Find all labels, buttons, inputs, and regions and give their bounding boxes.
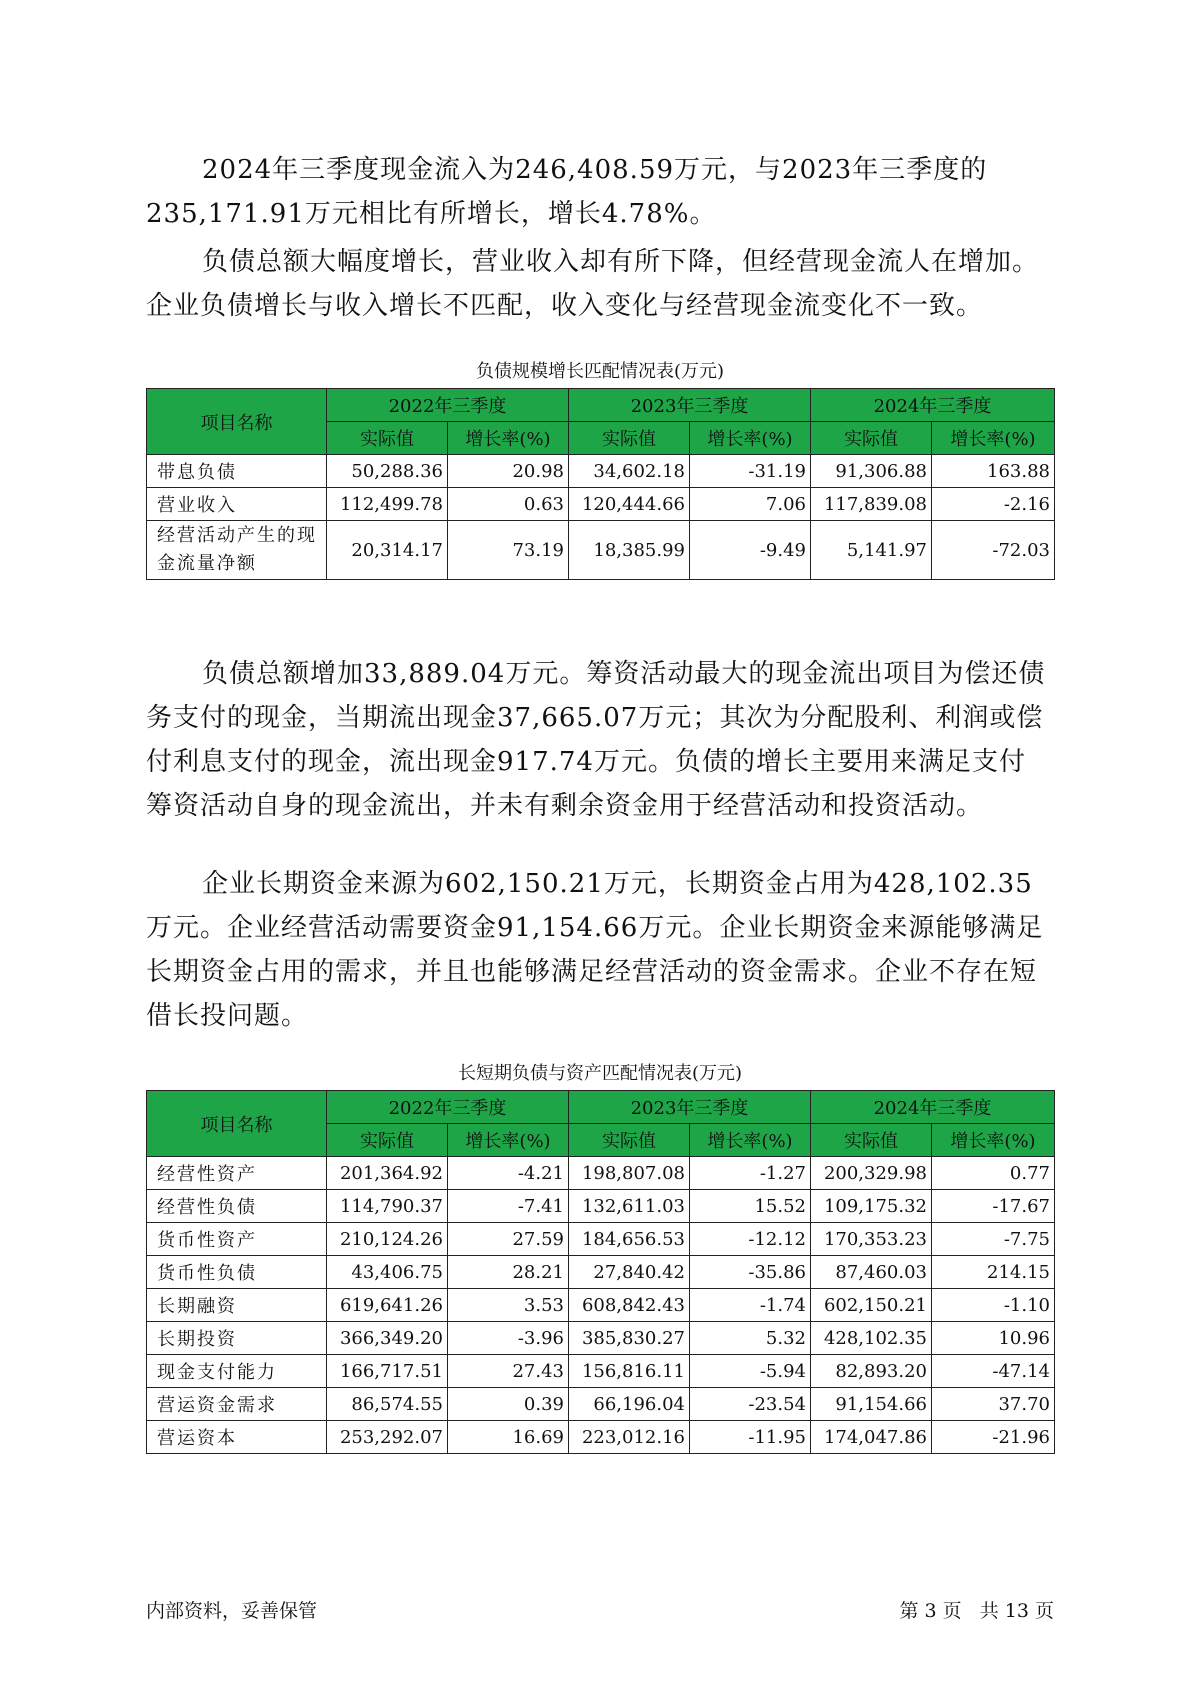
header-growth: 增长率(%) — [932, 422, 1055, 455]
cell-value: 0.39 — [448, 1388, 569, 1421]
cell-value: 366,349.20 — [327, 1322, 448, 1355]
cell-value: 27.59 — [448, 1223, 569, 1256]
header-growth: 增长率(%) — [690, 422, 811, 455]
cell-value: 43,406.75 — [327, 1256, 448, 1289]
header-actual: 实际值 — [569, 422, 690, 455]
table2-caption: 长短期负债与资产匹配情况表(万元) — [457, 1063, 743, 1084]
cell-value: -9.49 — [690, 521, 811, 580]
header-period-2022: 2022年三季度 — [327, 389, 569, 422]
cell-value: 28.21 — [448, 1256, 569, 1289]
row-label: 经营性资产 — [147, 1157, 327, 1190]
cell-value: 20,314.17 — [327, 521, 448, 580]
row-label: 经营活动产生的现金流量净额 — [147, 521, 327, 580]
cell-value: 5,141.97 — [811, 521, 932, 580]
row-label: 带息负债 — [147, 455, 327, 488]
header-period-2024: 2024年三季度 — [811, 389, 1055, 422]
paragraph-debt-growth: 负债总额大幅度增长，营业收入却有所下降，但经营现金流人在增加。企业负债增长与收入增长不匹配，收入变化与经营现金流变化不一致。 — [146, 247, 1040, 321]
table-row — [147, 1289, 1055, 1322]
cell-value: 112,499.78 — [327, 488, 448, 521]
cell-value: 0.63 — [448, 488, 569, 521]
cell-value: -11.95 — [690, 1421, 811, 1454]
header-period-2022: 2022年三季度 — [327, 1091, 569, 1124]
header-growth: 增长率(%) — [932, 1124, 1055, 1157]
header-growth: 增长率(%) — [448, 1124, 569, 1157]
cell-value: 132,611.03 — [569, 1190, 690, 1223]
cell-value: 66,196.04 — [569, 1388, 690, 1421]
cell-value: 27,840.42 — [569, 1256, 690, 1289]
paragraph-long-term-funds: 企业长期资金来源为602,150.21万元，长期资金占用为428,102.35万元。企业经营活动需要资金91,154.66万元。企业长期资金来源能够满足长期资金占用的需求，并且也能够满足经营活动的资金需求。企业不存在短借长投问题。 — [146, 869, 1044, 1031]
cell-value: -5.94 — [690, 1355, 811, 1388]
cell-value: 10.96 — [932, 1322, 1055, 1355]
row-label: 长期融资 — [147, 1289, 327, 1322]
cell-value: 91,306.88 — [811, 455, 932, 488]
cell-value: 114,790.37 — [327, 1190, 448, 1223]
cell-value: 0.77 — [932, 1157, 1055, 1190]
cell-value: 428,102.35 — [811, 1322, 932, 1355]
cell-value: 602,150.21 — [811, 1289, 932, 1322]
cell-value: -2.16 — [932, 488, 1055, 521]
row-label: 营运资本 — [147, 1421, 327, 1454]
cell-value: 166,717.51 — [327, 1355, 448, 1388]
table-row — [147, 1421, 1055, 1454]
header-growth: 增长率(%) — [448, 422, 569, 455]
cell-value: 608,842.43 — [569, 1289, 690, 1322]
table-row — [147, 1157, 1055, 1190]
cell-value: 210,124.26 — [327, 1223, 448, 1256]
cell-value: -1.74 — [690, 1289, 811, 1322]
cell-value: -17.67 — [932, 1190, 1055, 1223]
cell-value: -12.12 — [690, 1223, 811, 1256]
cell-value: 170,353.23 — [811, 1223, 932, 1256]
cell-value: 16.69 — [448, 1421, 569, 1454]
table-row — [147, 1223, 1055, 1256]
cell-value: -35.86 — [690, 1256, 811, 1289]
cell-value: 82,893.20 — [811, 1355, 932, 1388]
header-period-2023: 2023年三季度 — [569, 1091, 811, 1124]
cell-value: 109,175.32 — [811, 1190, 932, 1223]
cell-value: -47.14 — [932, 1355, 1055, 1388]
footer-page-number: 第 3 页 共 13 页 — [899, 1600, 1054, 1622]
cell-value: 20.98 — [448, 455, 569, 488]
cell-value: 73.19 — [448, 521, 569, 580]
paragraph-debt-increase: 负债总额增加33,889.04万元。筹资活动最大的现金流出项目为偿还债务支付的现金，当期流出现金37,665.07万元；其次为分配股利、利润或偿付利息支付的现金，流出现金917.74万元。负债的增长主要用来满足支付筹资活动自身的现金流出，并未有剩余资金用于经营活动和投资活动。 — [146, 659, 1046, 821]
table-row — [147, 488, 1055, 521]
cell-value: 156,816.11 — [569, 1355, 690, 1388]
cell-value: 253,292.07 — [327, 1421, 448, 1454]
row-label: 货币性资产 — [147, 1223, 327, 1256]
cell-value: -4.21 — [448, 1157, 569, 1190]
cell-value: -31.19 — [690, 455, 811, 488]
table-row — [147, 521, 1055, 580]
header-actual: 实际值 — [569, 1124, 690, 1157]
cell-value: 201,364.92 — [327, 1157, 448, 1190]
paragraph-cash-inflow: 2024年三季度现金流入为246,408.59万元，与2023年三季度的235,171.91万元相比有所增长，增长4.78%。 — [146, 155, 988, 229]
debt-scale-table — [146, 388, 1055, 580]
header-item-name: 项目名称 — [147, 389, 327, 455]
cell-value: -1.10 — [932, 1289, 1055, 1322]
row-label: 营运资金需求 — [147, 1388, 327, 1421]
cell-value: 5.32 — [690, 1322, 811, 1355]
header-growth: 增长率(%) — [690, 1124, 811, 1157]
header-period-2023: 2023年三季度 — [569, 389, 811, 422]
table-row — [147, 1388, 1055, 1421]
header-period-2024: 2024年三季度 — [811, 1091, 1055, 1124]
table-row — [147, 1322, 1055, 1355]
cell-value: -7.75 — [932, 1223, 1055, 1256]
footer-confidential: 内部资料，妥善保管 — [146, 1600, 318, 1622]
row-label: 长期投资 — [147, 1322, 327, 1355]
table-row — [147, 1355, 1055, 1388]
cell-value: 184,656.53 — [569, 1223, 690, 1256]
cell-value: 34,602.18 — [569, 455, 690, 488]
cell-value: 120,444.66 — [569, 488, 690, 521]
cell-value: 198,807.08 — [569, 1157, 690, 1190]
cell-value: 27.43 — [448, 1355, 569, 1388]
cell-value: 7.06 — [690, 488, 811, 521]
cell-value: 3.53 — [448, 1289, 569, 1322]
row-label: 营业收入 — [147, 488, 327, 521]
cell-value: -72.03 — [932, 521, 1055, 580]
cell-value: 15.52 — [690, 1190, 811, 1223]
cell-value: -23.54 — [690, 1388, 811, 1421]
header-actual: 实际值 — [327, 1124, 448, 1157]
table-row — [147, 1256, 1055, 1289]
row-label: 货币性负债 — [147, 1256, 327, 1289]
row-label: 经营性负债 — [147, 1190, 327, 1223]
cell-value: 200,329.98 — [811, 1157, 932, 1190]
cell-value: 91,154.66 — [811, 1388, 932, 1421]
cell-value: 117,839.08 — [811, 488, 932, 521]
cell-value: 385,830.27 — [569, 1322, 690, 1355]
cell-value: -3.96 — [448, 1322, 569, 1355]
cell-value: 214.15 — [932, 1256, 1055, 1289]
table1-caption: 负债规模增长匹配情况表(万元) — [475, 361, 725, 382]
header-actual: 实际值 — [327, 422, 448, 455]
cell-value: -7.41 — [448, 1190, 569, 1223]
cell-value: 86,574.55 — [327, 1388, 448, 1421]
cell-value: 37.70 — [932, 1388, 1055, 1421]
long-short-match-table — [146, 1090, 1055, 1454]
cell-value: 18,385.99 — [569, 521, 690, 580]
cell-value: 619,641.26 — [327, 1289, 448, 1322]
header-actual: 实际值 — [811, 1124, 932, 1157]
cell-value: 50,288.36 — [327, 455, 448, 488]
header-actual: 实际值 — [811, 422, 932, 455]
cell-value: 163.88 — [932, 455, 1055, 488]
header-item-name: 项目名称 — [147, 1091, 327, 1157]
cell-value: 174,047.86 — [811, 1421, 932, 1454]
cell-value: 223,012.16 — [569, 1421, 690, 1454]
table-row — [147, 1190, 1055, 1223]
cell-value: -1.27 — [690, 1157, 811, 1190]
cell-value: -21.96 — [932, 1421, 1055, 1454]
row-label: 现金支付能力 — [147, 1355, 327, 1388]
table-row — [147, 455, 1055, 488]
cell-value: 87,460.03 — [811, 1256, 932, 1289]
